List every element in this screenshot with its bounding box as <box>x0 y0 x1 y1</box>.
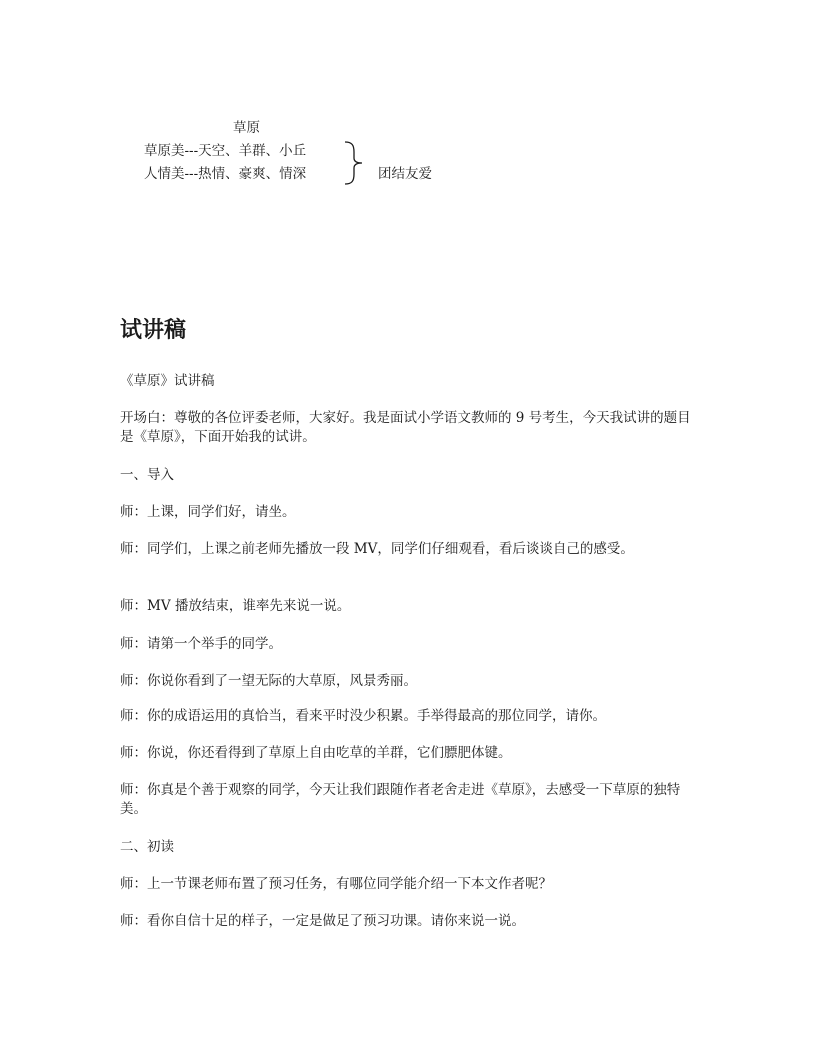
section-heading-first-reading: 二、初读 <box>120 839 174 855</box>
dialogue-line: 师：你说，你还看得到了草原上自由吃草的羊群，它们膘肥体键。 <box>120 745 512 761</box>
dialogue-line: 师：你说你看到了一望无际的大草原，风景秀丽。 <box>120 673 417 689</box>
dialogue-line: 师：你真是个善于观察的同学，今天让我们跟随作者老舍走进《草原》，去感受一下草原的独特美。 <box>120 782 681 817</box>
right-brace-icon <box>342 140 368 186</box>
dialogue-line: 师：上课，同学们好，请坐。 <box>120 504 296 520</box>
page-title: 试讲稿 <box>120 318 187 343</box>
opening-remarks: 开场白：尊敬的各位评委老师，大家好。我是面试小学语文教师的 9 号考生，今天我试讲的题目是《草原》，下面开始我的试讲。 <box>120 410 691 445</box>
board-conclusion: 团结友爱 <box>378 166 432 182</box>
board-line-people: 人情美---热情、豪爽、情深 <box>144 166 307 182</box>
script-title: 《草原》试讲稿 <box>120 373 215 389</box>
dialogue-line: 师：上一节课老师布置了预习任务，有哪位同学能介绍一下本文作者呢？ <box>120 876 552 892</box>
blackboard-summary <box>0 0 816 200</box>
section-heading-intro: 一、导入 <box>120 467 174 483</box>
dialogue-line: 师：MV 播放结束，谁率先来说一说。 <box>120 598 351 614</box>
dialogue-line: 师：看你自信十足的样子，一定是做足了预习功课。请你来说一说。 <box>120 913 525 929</box>
dialogue-line: 师：请第一个举手的同学。 <box>120 636 282 652</box>
dialogue-line: 师：你的成语运用的真恰当，看来平时没少积累。手举得最高的那位同学，请你。 <box>120 708 606 724</box>
board-line-scenery: 草原美---天空、羊群、小丘 <box>144 143 307 159</box>
board-title: 草原 <box>233 120 260 136</box>
dialogue-line: 师：同学们，上课之前老师先播放一段 MV，同学们仔细观看，看后谈谈自己的感受。 <box>120 541 634 557</box>
